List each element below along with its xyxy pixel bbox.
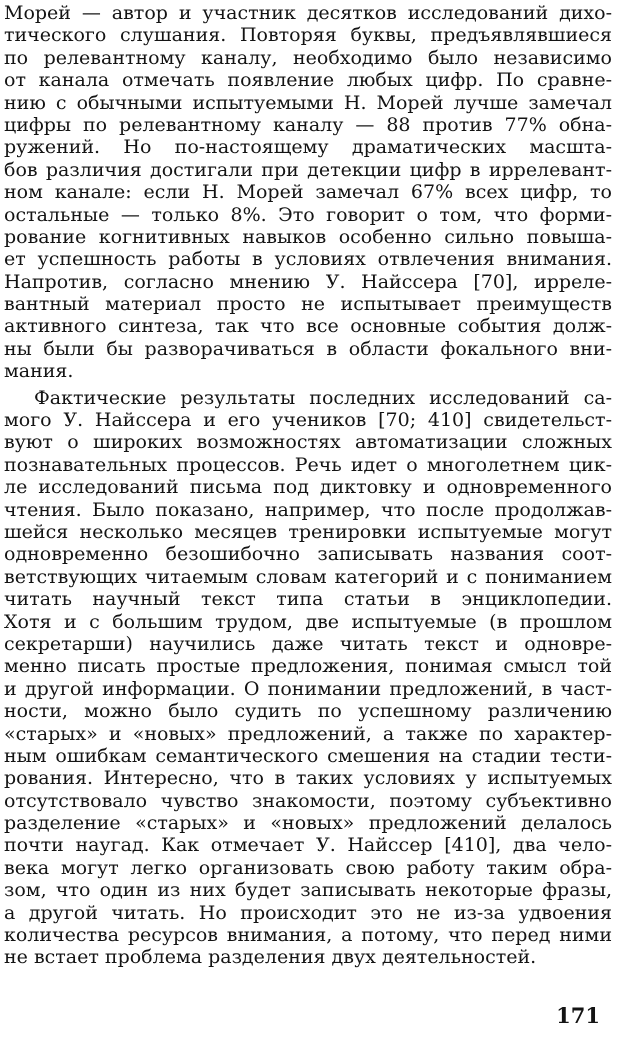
text-line: вуют о широких возможностях автоматизации сложных	[4, 431, 612, 454]
text-line: нию с обычными испытуемыми Н. Морей лучше замечал	[4, 91, 612, 114]
body-text	[4, 2, 612, 969]
text-line: цифры по релевантному каналу — 88 против 77% обна-	[4, 113, 612, 136]
text-line: мого У. Найссера и его учеников [70; 410] свидетельст-	[4, 409, 612, 432]
book-page	[4, 0, 612, 1055]
text-line: почти наугад. Как отмечает У. Найссер [410], два чело-	[4, 834, 612, 857]
text-line: Хотя и с большим трудом, две испытуемые (в прошлом	[4, 610, 612, 633]
text-line: шейся несколько месяцев тренировки испытуемые могут	[4, 520, 612, 543]
text-line: тического слушания. Повторяя буквы, предъявлявшиеся	[4, 24, 612, 47]
text-line: по релевантному каналу, необходимо было независимо	[4, 46, 612, 69]
text-line: а другой читать. Но происходит это не из-за удвоения	[4, 901, 612, 924]
text-line: «старых» и «новых» предложений, а также по характер-	[4, 722, 612, 745]
text-line: познавательных процессов. Речь идет о многолетнем цик-	[4, 453, 612, 476]
text-line: ет успешность работы в условиях отвлечения внимания.	[4, 248, 612, 271]
text-line: отсутствовало чувство знакомости, поэтому субъективно	[4, 789, 612, 812]
text-line: читать научный текст типа статьи в энциклопедии.	[4, 588, 612, 611]
paragraph-1	[4, 2, 612, 383]
page-number: 171	[556, 1003, 600, 1028]
text-line: чтения. Было показано, например, что после продолжав-	[4, 498, 612, 521]
text-line: количества ресурсов внимания, а потому, что перед ними	[4, 924, 612, 947]
text-line: зом, что один из них будет записывать некоторые фразы,	[4, 879, 612, 902]
text-line: Фактические результаты последних исследований са-	[34, 386, 612, 409]
text-line: вантный материал просто не испытывает преимуществ	[4, 293, 612, 316]
text-line: не встает проблема разделения двух деятельностей.	[4, 946, 537, 969]
text-line: секретарши) научились даже читать текст и одновре-	[4, 632, 612, 655]
paragraph-2	[4, 387, 612, 969]
text-line: менно писать простые предложения, понимая смысл той	[4, 655, 612, 678]
text-line: остальные — только 8%. Это говорит о том, что форми-	[4, 203, 612, 226]
text-line: рование когнитивных навыков особенно сильно повыша-	[4, 225, 612, 248]
text-line: разделение «старых» и «новых» предложений делалось	[4, 812, 612, 835]
text-line: ности, можно было судить по успешному различению	[4, 700, 612, 723]
text-line: ным ошибкам семантического смешения на стадии тести-	[4, 744, 612, 767]
text-line: Морей — автор и участник десятков исследований дихо-	[4, 2, 612, 24]
text-line: ны были бы разворачиваться в области фокального вни-	[4, 337, 612, 360]
text-line: ветствующих читаемым словам категорий и с пониманием	[4, 565, 612, 588]
text-line: ле исследований письма под диктовку и одновременного	[4, 476, 612, 499]
text-line: рования. Интересно, что в таких условиях у испытуемых	[4, 767, 612, 790]
text-line: бов различия достигали при детекции цифр в иррелевант-	[4, 158, 612, 181]
text-line: мания.	[4, 360, 74, 383]
text-line: века могут легко организовать свою работу таким обра-	[4, 856, 612, 879]
text-line: от канала отмечать появление любых цифр. По сравне-	[4, 69, 612, 92]
text-line: активного синтеза, так что все основные события долж-	[4, 315, 612, 338]
text-line: ружений. Но по-настоящему драматических масшта-	[4, 136, 612, 159]
text-line: ном канале: если Н. Морей замечал 67% всех цифр, то	[4, 181, 612, 204]
text-line: и другой информации. О понимании предложений, в част-	[4, 677, 612, 700]
text-line: одновременно безошибочно записывать названия соот-	[4, 543, 612, 566]
text-line: Напротив, согласно мнению У. Найссера [70], ирреле-	[4, 270, 612, 293]
